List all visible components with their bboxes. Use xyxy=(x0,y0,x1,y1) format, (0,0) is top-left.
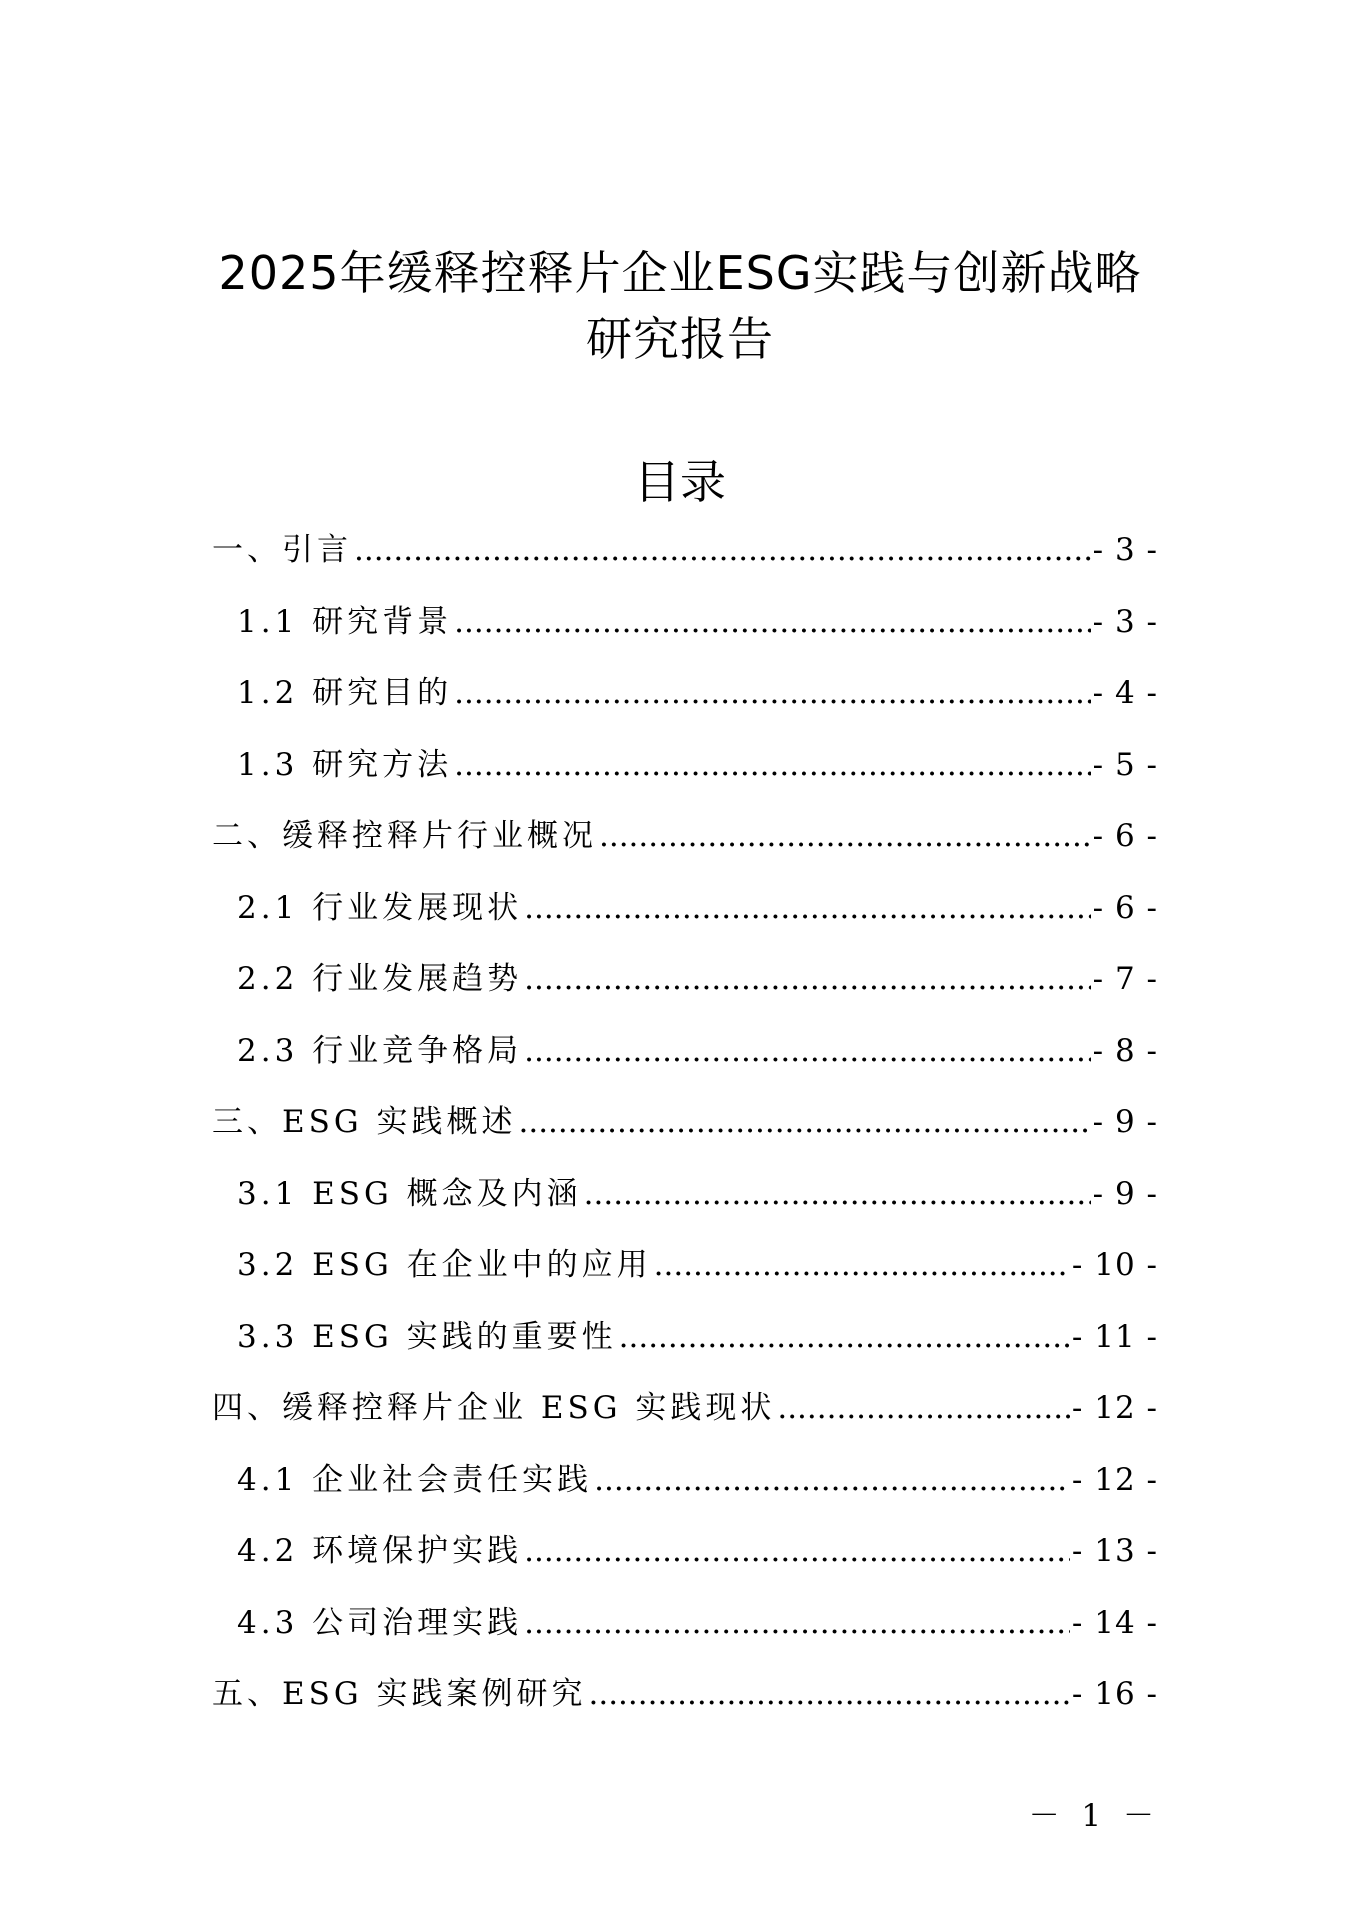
toc-entry-label: 4.3 公司治理实践 xyxy=(237,1604,523,1641)
toc-entry-page: - 7 - xyxy=(1092,961,1158,997)
toc-entry-label: 1.2 研究目的 xyxy=(237,675,453,711)
toc-entry[interactable] xyxy=(212,1373,1158,1445)
toc-entry-label: 2.1 行业发展现状 xyxy=(237,889,523,926)
toc-entry-label: 4.1 企业社会责任实践 xyxy=(237,1461,593,1498)
toc-dot-leader xyxy=(524,1516,1070,1588)
toc-entry[interactable] xyxy=(212,1516,1158,1588)
toc-entry-label: 四、缓释控释片企业 ESG 实践现状 xyxy=(212,1390,776,1426)
toc-entry-label: 4.2 环境保护实践 xyxy=(237,1533,523,1569)
toc-entry[interactable] xyxy=(212,1302,1158,1374)
toc-entry-page: - 3 - xyxy=(1092,603,1158,640)
toc-entry[interactable] xyxy=(212,944,1158,1016)
toc-entry-label: 二、缓释控释片行业概况 xyxy=(212,818,597,854)
toc-entry-page: - 16 - xyxy=(1071,1676,1158,1712)
toc-entry-page: - 14 - xyxy=(1071,1604,1158,1641)
toc-dot-leader xyxy=(524,873,1090,945)
toc-entry-page: - 9 - xyxy=(1092,1104,1158,1140)
toc-entry-label: 三、ESG 实践概述 xyxy=(212,1104,517,1140)
toc-entry-label: 3.3 ESG 实践的重要性 xyxy=(237,1318,617,1355)
toc-entry-label: 一、引言 xyxy=(212,532,352,568)
toc-entry[interactable] xyxy=(212,1159,1158,1231)
toc-entry-page: - 12 - xyxy=(1071,1461,1158,1498)
toc-dot-leader xyxy=(777,1373,1070,1445)
toc-entry-label: 2.2 行业发展趋势 xyxy=(237,961,523,997)
toc-entry[interactable] xyxy=(212,1230,1158,1302)
toc-entry-label: 3.1 ESG 概念及内涵 xyxy=(237,1175,582,1212)
toc-entry[interactable] xyxy=(212,1445,1158,1517)
toc-entry-label: 1.1 研究背景 xyxy=(237,603,453,640)
toc-entry[interactable] xyxy=(212,801,1158,873)
toc-entry-page: - 13 - xyxy=(1071,1533,1158,1569)
toc-dot-leader xyxy=(654,1230,1070,1302)
toc-dot-leader xyxy=(454,658,1090,730)
toc-entry[interactable] xyxy=(212,658,1158,730)
toc-entry-page: - 10 - xyxy=(1071,1247,1158,1283)
toc-entry-page: - 3 - xyxy=(1092,532,1158,568)
toc-heading: 目录 xyxy=(634,455,726,509)
document-title xyxy=(150,240,1210,372)
toc-dot-leader xyxy=(619,1302,1070,1374)
toc-entry[interactable] xyxy=(212,1087,1158,1159)
title-line-2: 研究报告 xyxy=(586,312,774,366)
toc-entry[interactable] xyxy=(212,730,1158,802)
toc-dot-leader xyxy=(584,1159,1091,1231)
toc-entry-page: - 8 - xyxy=(1092,1032,1158,1069)
toc-entry[interactable] xyxy=(212,1016,1158,1088)
toc-entry[interactable] xyxy=(212,1659,1158,1731)
toc-dot-leader xyxy=(588,1659,1069,1731)
toc-dot-leader xyxy=(524,944,1090,1016)
toc-entry[interactable] xyxy=(212,873,1158,945)
toc-entry-label: 3.2 ESG 在企业中的应用 xyxy=(237,1247,652,1283)
toc-entry-page: - 4 - xyxy=(1092,675,1158,711)
toc-dot-leader xyxy=(354,515,1091,587)
toc-dot-leader xyxy=(524,1588,1070,1660)
toc-entry-page: - 5 - xyxy=(1092,746,1158,783)
toc-entry-page: - 11 - xyxy=(1071,1318,1158,1355)
toc-entry[interactable] xyxy=(212,587,1158,659)
page-number-footer: － 1 － xyxy=(1028,1798,1160,1834)
toc-entry-page: - 6 - xyxy=(1092,889,1158,926)
toc-entry-page: - 9 - xyxy=(1092,1175,1158,1212)
toc-dot-leader xyxy=(518,1087,1090,1159)
toc-dot-leader xyxy=(594,1445,1070,1517)
toc-dot-leader xyxy=(524,1016,1090,1088)
table-of-contents xyxy=(212,515,1158,1731)
toc-dot-leader xyxy=(454,730,1090,802)
toc-entry-label: 五、ESG 实践案例研究 xyxy=(212,1676,587,1712)
toc-entry-page: - 12 - xyxy=(1071,1390,1158,1426)
toc-entry[interactable] xyxy=(212,515,1158,587)
toc-entry-label: 2.3 行业竞争格局 xyxy=(237,1032,523,1069)
toc-entry-label: 1.3 研究方法 xyxy=(237,746,453,783)
toc-dot-leader xyxy=(599,801,1091,873)
toc-entry[interactable] xyxy=(212,1588,1158,1660)
toc-entry-page: - 6 - xyxy=(1092,818,1158,854)
title-line-1: 2025年缓释控释片企业ESG实践与创新战略 xyxy=(218,246,1142,300)
toc-dot-leader xyxy=(454,587,1090,659)
